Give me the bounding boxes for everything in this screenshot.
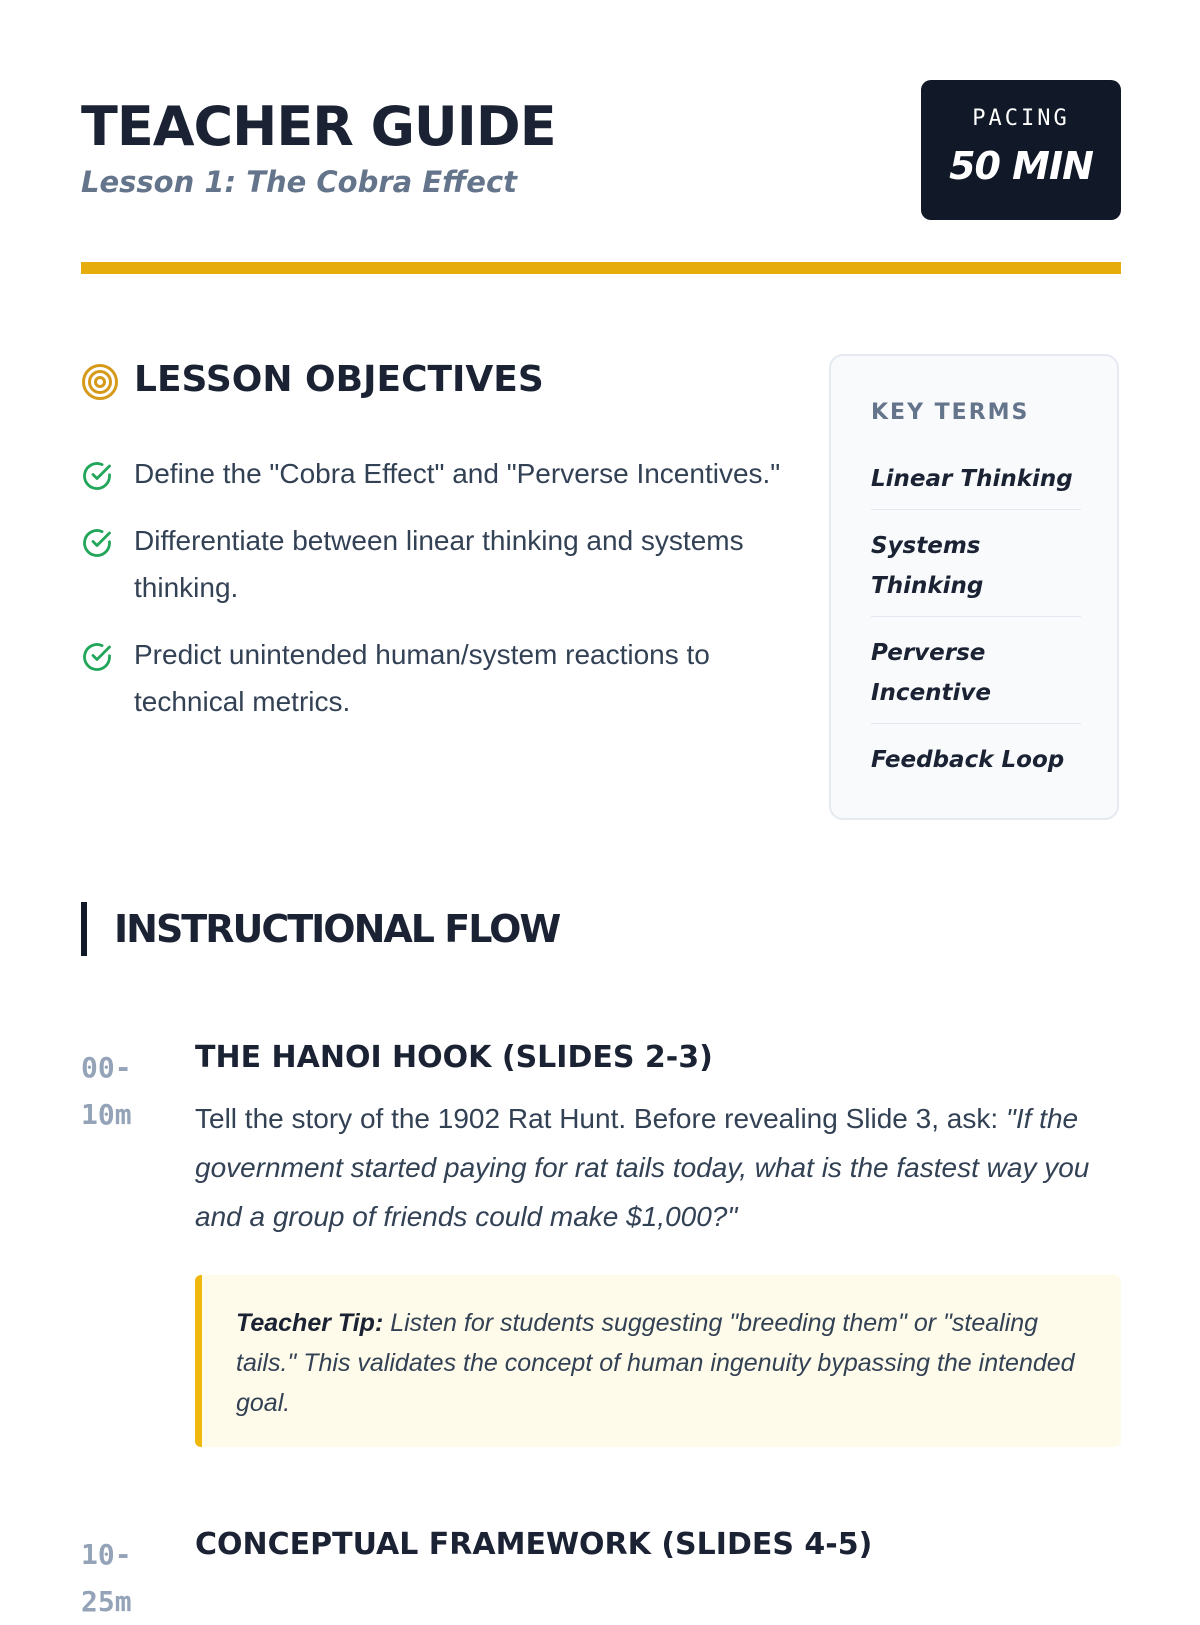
key-terms-card [829,354,1119,820]
objective-text: Define the "Cobra Effect" and "Perverse Incentives." [134,458,781,489]
instructional-flow-title: INSTRUCTIONAL FLOW [114,907,560,951]
target-icon [81,363,119,401]
key-term-item: Systems Thinking [871,526,1081,617]
check-circle-icon [81,459,113,491]
step-time: 00- 10m [81,1051,132,1131]
teacher-tip-label: Teacher Tip: [236,1309,384,1337]
teacher-tip-text: Listen for students suggesting "breeding them" or "stealing tails." This validates the concept of human ingenuity bypassing the intended goal. [236,1309,1075,1417]
objectives-list [81,450,781,745]
objectives-heading [81,355,781,405]
key-term-item: Linear Thinking [871,459,1081,510]
objective-text: Differentiate between linear thinking and systems thinking. [134,525,744,603]
pacing-label: PACING [972,106,1070,131]
key-term-item: Perverse Incentive [871,633,1081,724]
step-body [195,1523,1121,1567]
step-title: THE HANOI HOOK (SLIDES 2-3) [195,1040,713,1075]
lesson-objectives-section [81,355,781,717]
step-body [195,1036,1121,1447]
guide-header [81,80,1121,220]
teacher-tip-callout [195,1275,1121,1447]
step-text [195,1094,1121,1241]
step-time: 10- 25m [81,1538,132,1618]
header-divider [81,262,1121,274]
lesson-subtitle: Lesson 1: The Cobra Effect [81,165,518,199]
objective-item [81,517,781,611]
objective-text: Predict unintended human/system reactions to technical metrics. [134,639,710,717]
step-question: "If the government started paying for rat tails today, what is the fastest way you and a group of friends could make $1,000?" [195,1103,1090,1232]
check-circle-icon [81,526,113,558]
objective-item [81,631,781,725]
check-circle-icon [81,640,113,672]
pacing-badge [921,80,1121,220]
heading-accent-bar [81,902,87,956]
teacher-guide-page [81,0,1121,1618]
key-term-item: Feedback Loop [871,747,1065,773]
objective-item [81,450,781,497]
step-instruction: Tell the story of the 1902 Rat Hunt. Before revealing Slide 3, ask: [195,1103,1006,1134]
page-title: TEACHER GUIDE [81,95,556,158]
key-terms-title: KEY TERMS [871,400,1030,425]
key-terms-list [871,459,1081,806]
step-title: CONCEPTUAL FRAMEWORK (SLIDES 4-5) [195,1527,873,1562]
objectives-title: LESSON OBJECTIVES [134,359,544,400]
pacing-value: 50 MIN [949,144,1093,188]
